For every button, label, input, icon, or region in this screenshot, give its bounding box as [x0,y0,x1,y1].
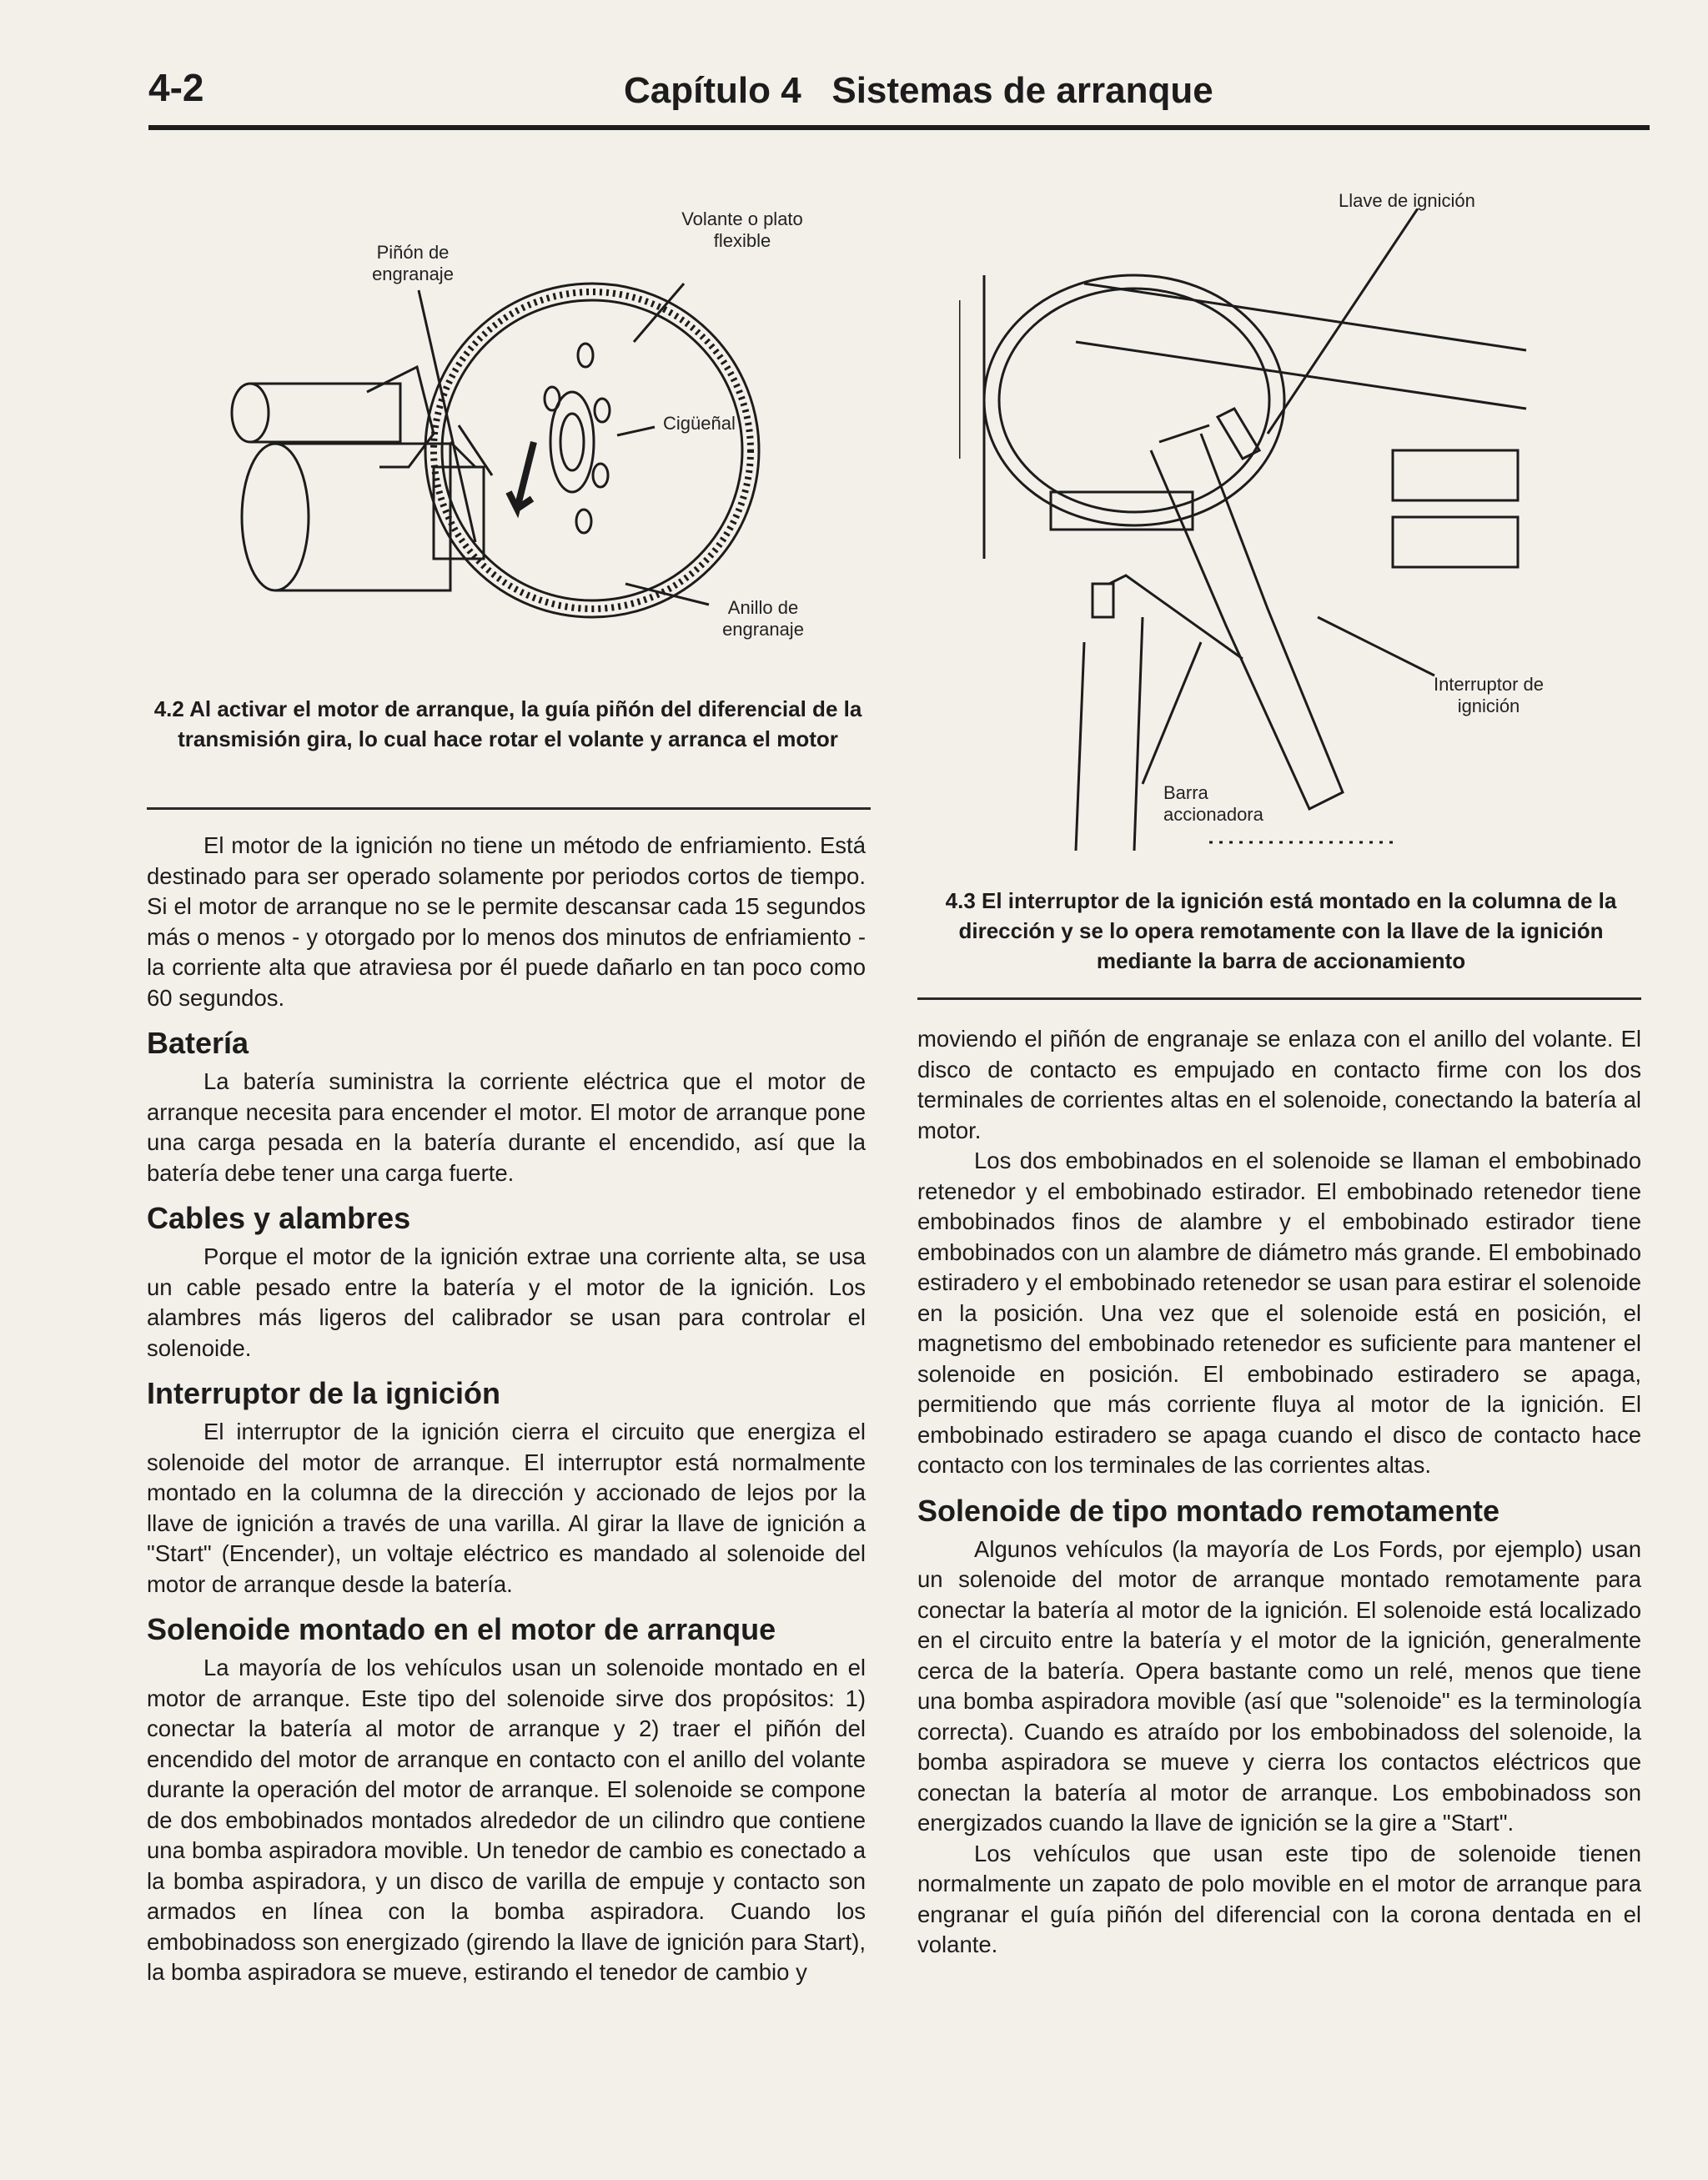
page-number: 4-2 [148,66,204,109]
paragraph-ignition-switch: El interruptor de la ignición cierra el circuito que energiza el solenoide del motor de arranque. El interruptor está normalmente montado en la columna de la dirección y accionado de lejos por la llave de ignición a través de una varilla. Al girar la llave de ignición a "Start" (Encender), un voltaje eléctrico es mandado al solenoide del motor de arranque desde la batería. [147,1419,866,1597]
right-column [917,1024,1641,1961]
label-crankshaft: Cigüeñal [663,413,736,434]
paragraph-cooling: El motor de la ignición no tiene un método de enfriamiento. Está destinado para ser operado solamente por periodos cortos de tiempo. Si el motor de arranque no se le permite descansar cada 15 segundos más o menos - y otorgado por lo menos dos minutos de enfriamiento - la corriente alta que atraviesa por él puede dañarlo en tan poco como 60 segundos. [147,832,866,1011]
paragraph-pole-shoe: Los vehículos que usan este tipo de solenoide tienen normalmente un zapato de polo movible en el motor de arranque para engranar el guía piñón del diferencial con la corona dentada en el volante. [917,1840,1641,1957]
paragraph-remote-solenoid: Algunos vehículos (la mayoría de Los Fords, por ejemplo) usan un solenoide del motor de arranque montado remotamente para conectar la batería al motor de la ignición. El solenoide está localizado en el circuito entre la batería y el motor de la ignición, generalmente cerca de la batería. Opera bastante como un relé, menos que tiene una bomba aspiradora movible (así que "solenoide" es la terminología correcta). Cuando es atraído por los embobinadoss del solenoide, la bomba aspiradora se mueve y cierra los contactos eléctricos que conectan la batería al motor de arranque. Los embobinadoss son energizados cuando la llave de ignición se la gire a "Start". [917,1535,1641,1836]
heading-remote-solenoid: Solenoide de tipo montado remotamente [917,1493,1500,1528]
label-pinion: Piñón de engranaje [372,242,454,284]
paragraph-cables: Porque el motor de la ignición extrae una corriente alta, se usa un cable pesado entre la batería y el motor de la ignición. Los alambres más ligeros del calibrador se usan para controlar el solenoide. [147,1243,866,1361]
left-column [147,831,866,1988]
label-flywheel: Volante o plato flexible [681,208,803,251]
heading-battery: Batería [147,1026,249,1060]
label-actuator-rod: Barra accionadora [1163,782,1263,825]
heading-starter-solenoid: Solenoide montado en el motor de arranque [147,1612,776,1646]
label-ring-gear: Anillo de engranaje [722,597,804,640]
heading-cables: Cables y alambres [147,1201,411,1235]
heading-ignition-switch: Interruptor de la ignición [147,1376,501,1410]
figure-steering-column [959,208,1560,859]
chapter-title: Capítulo 4 Sistemas de arranque [624,70,1213,111]
caption-rule-right [917,997,1641,1000]
header-rule [148,125,1650,130]
paragraph-starter-solenoid: La mayoría de los vehículos usan un solenoide montado en el motor de arranque. Este tipo del solenoide sirve dos propósitos: 1) conectar la batería al motor de arranque y 2) traer el piñón del encendido del motor de arranque en contacto con el anillo del volante durante la operación del motor de arranque. El solenoide se compone de dos embobinados montados alrededor de un cilindro que contiene una bomba aspiradora movible. Un tenedor de cambio es conectado a la bomba aspiradora, y un disco de varilla de empuje y contacto son armados en línea con la bomba aspiradora. Cuando los embobinadoss son energizado (girendo la llave de ignición para Start), la bomba aspiradora se mueve, estirando el tenedor de cambio y [147,1655,866,1985]
paragraph-windings: Los dos embobinados en el solenoide se llaman el embobinado retenedor y el embobinado estirador. El embobinado retenedor tiene embobinados finos de alambre y el embobinado estirador tiene embobinados con un alambre de diámetro más grande. El embobinado estiradero y el embobinado retenedor se usan para estirar el solenoide en la posición. Una vez que el solenoide está en posición, el magnetismo del embobinado retenedor es suficiente para mantener el solenoide en posición. El embobinado estiradero se apaga, permitiendo que más corriente fluya al motor de la ignición. El embobinado estiradero se apaga cuando el disco de contacto hace contacto con los terminales de las corrientes altas. [917,1148,1641,1478]
caption-figure-4-3: 4.3 El interruptor de la ignición está montado en la columna de la dirección y se lo opera remotamente con la llave de la ignición mediante la barra de accionamiento [945,888,1617,973]
paragraph-battery: La batería suministra la corriente eléctrica que el motor de arranque necesita para encender el motor. El motor de arranque pone una carga pesada en la batería durante el encendido, así que la batería debe tener una carga fuerte. [147,1068,866,1186]
label-ignition-key: Llave de ignición [1339,190,1475,211]
caption-figure-4-2: 4.2 Al activar el motor de arranque, la guía piñón del diferencial de la transmisión gira, lo cual hace rotar el volante y arranca el motor [153,696,862,751]
caption-rule-left [147,807,871,810]
paragraph-continuation: moviendo el piñón de engranaje se enlaza con el anillo del volante. El disco de contacto es empujado en contacto firme con los dos terminales de corrientes altas en el solenoide, conectando la batería al motor. [917,1026,1641,1143]
label-ignition-switch: Interruptor de ignición [1433,674,1545,716]
